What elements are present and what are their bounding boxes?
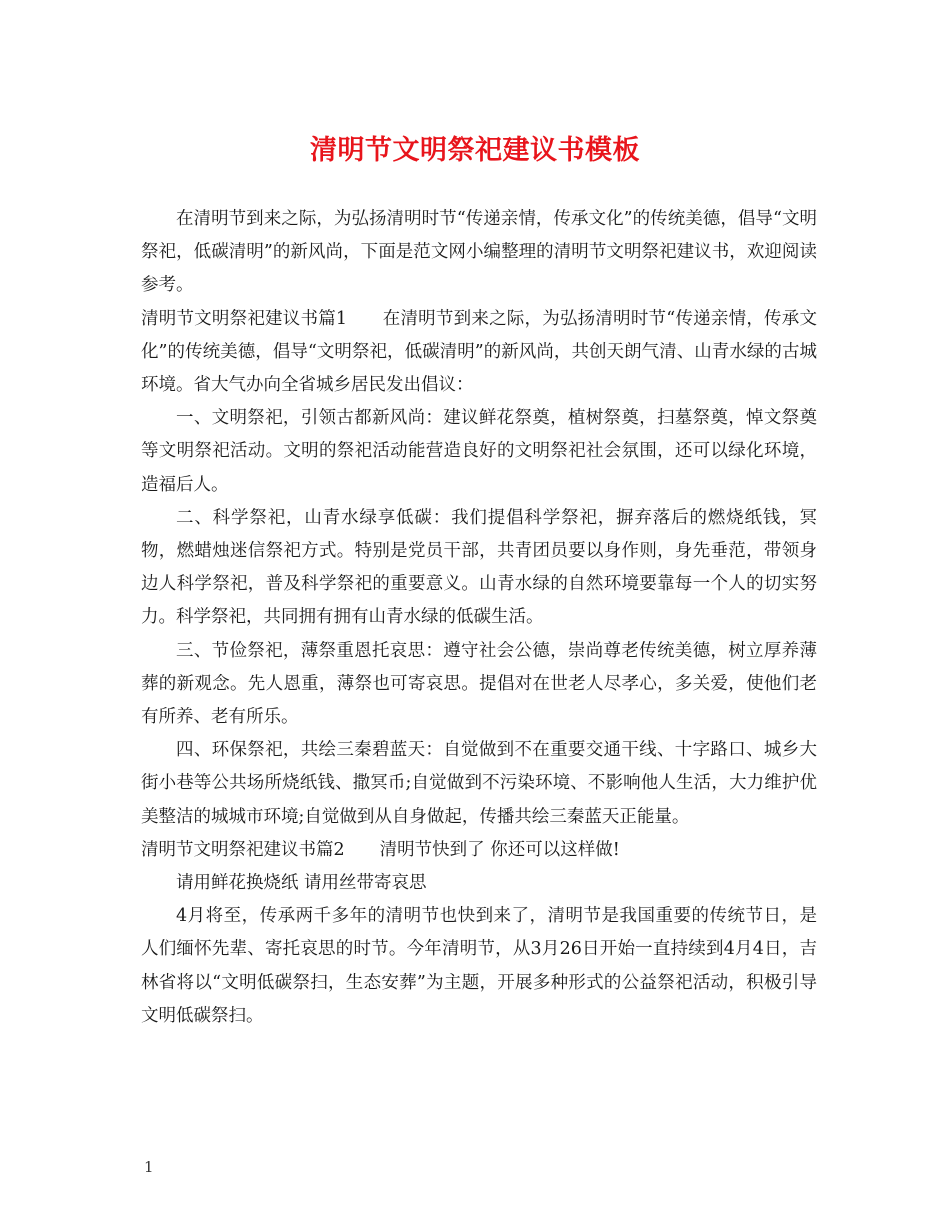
document-body xyxy=(141,203,817,1033)
proposal-1-paragraph: 一、文明祭祀，引领古都新风尚：建议鲜花祭奠，植树祭奠，扫墓祭奠，悼文祭奠等文明祭祀活动。文明的祭祀活动能营造良好的文明祭祀社会氛围，还可以绿化环境，造福后人。 xyxy=(141,408,817,495)
closing-paragraph: 4月将至，传承两千多年的清明节也快到来了，清明节是我国重要的传统节日，是人们缅怀先辈、寄托哀思的时节。今年清明节，从3月26日开始一直持续到4月4日，吉林省将以“文明低碳祭扫，生态安葬”为主题，开展多种形式的公益祭祀活动，积极引导文明低碳祭扫。 xyxy=(141,906,817,1026)
section-2-paragraph: 清明节文明祭祀建议书篇2 清明节快到了 你还可以这样做! xyxy=(141,839,620,860)
intro-paragraph: 在清明节到来之际，为弘扬清明时节“传递亲情，传承文化”的传统美德，倡导“文明祭祀，低碳清明”的新风尚，下面是范文网小编整理的清明节文明祭祀建议书，欢迎阅读参考。 xyxy=(141,209,817,296)
proposal-3-paragraph: 三、节俭祭祀，薄祭重恩托哀思：遵守社会公德，崇尚尊老传统美德，树立厚养薄葬的新观念。先人恩重，薄祭也可寄哀思。提倡对在世老人尽孝心，多关爱，使他们老有所养、老有所乐。 xyxy=(141,640,817,728)
section-1-paragraph: 清明节文明祭祀建议书篇1 在清明节到来之际，为弘扬清明时节“传递亲情，传承文化”的传统美德，倡导“文明祭祀，低碳清明”的新风尚，共创天朗气清、山青水绿的古城环境。省大气办向全省城乡居民发出倡议： xyxy=(141,308,817,396)
slogan-paragraph: 请用鲜花换烧纸 请用丝带寄哀思 xyxy=(176,873,427,894)
proposal-4-paragraph: 四、环保祭祀，共绘三秦碧蓝天：自觉做到不在重要交通干线、十字路口、城乡大街小巷等公共场所烧纸钱、撒冥币;自觉做到不污染环境、不影响他人生活，大力维护优美整洁的城城市环境;自觉做到从自身做起，传播共绘三秦蓝天正能量。 xyxy=(141,740,817,827)
proposal-2-paragraph: 二、科学祭祀，山青水绿享低碳：我们提倡科学祭祀，摒弃落后的燃烧纸钱，冥物，燃蜡烛迷信祭祀方式。特别是党员干部，共青团员要以身作则，身先垂范，带领身边人科学祭祀，普及科学祭祀的重要意义。山青水绿的自然环境要靠每一个人的切实努力。科学祭祀，共同拥有拥有山青水绿的低碳生活。 xyxy=(141,507,817,628)
page-number: 1 xyxy=(144,1158,154,1176)
document-title: 清明节文明祭祀建议书模板 xyxy=(310,135,640,166)
